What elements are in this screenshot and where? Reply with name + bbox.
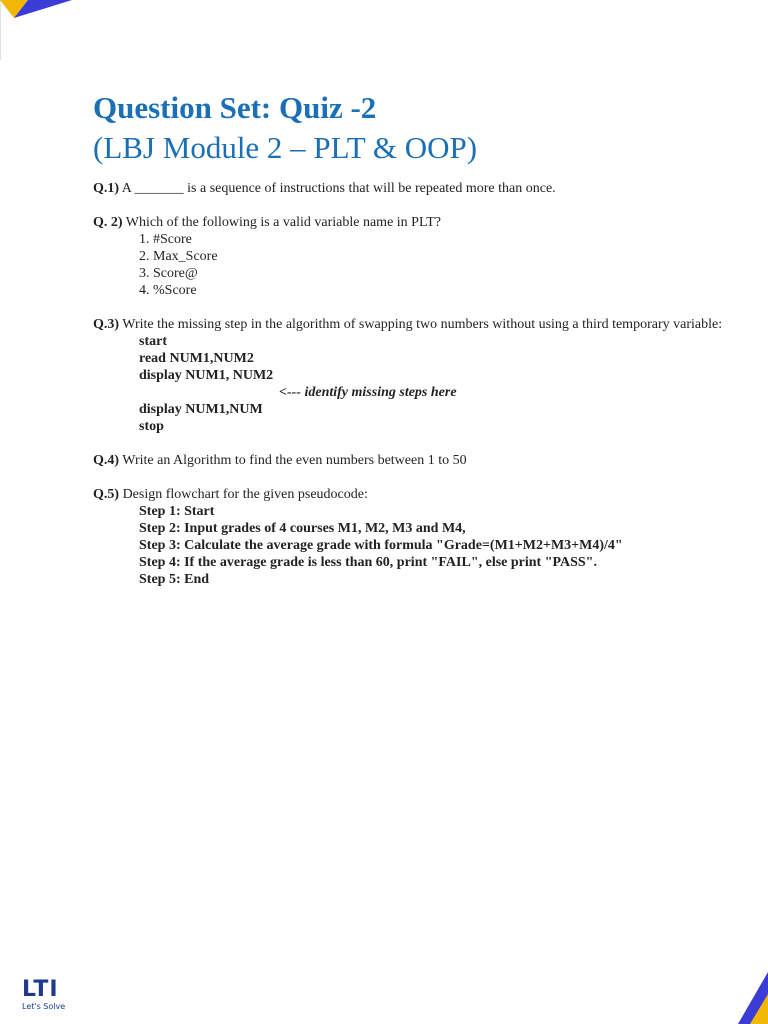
question-5 — [93, 486, 733, 588]
question-2-option: 3. Score@ — [139, 266, 198, 281]
lti-logo — [22, 978, 65, 1012]
question-5-pseudocode — [93, 503, 733, 588]
corner-decoration-top-left — [0, 0, 72, 20]
pseudocode-step: Step 5: End — [139, 572, 210, 587]
question-3 — [93, 316, 733, 435]
logo-mark: LTI — [22, 977, 59, 1002]
pseudocode-step: Step 3: Calculate the average grade with formula "Grade=(M1+M2+M3+M4)/4" — [139, 538, 623, 553]
question-2 — [93, 214, 733, 299]
corner-decoration-bottom-right — [738, 972, 768, 1024]
question-5-number: Q.5) — [93, 487, 120, 502]
question-1-post: is a sequence of instructions that will be repeated more than once. — [183, 181, 556, 196]
missing-step-arrow: <--- — [279, 385, 305, 400]
question-2-options — [93, 231, 733, 299]
question-4-text: Write an Algorithm to find the even numbers between 1 to 50 — [119, 453, 467, 468]
missing-step-note — [139, 384, 733, 401]
algorithm-step: stop — [139, 419, 164, 434]
algorithm-step: start — [139, 334, 167, 349]
question-4 — [93, 452, 733, 469]
question-2-option: 1. #Score — [139, 232, 192, 247]
question-2-option: 2. Max_Score — [139, 249, 218, 264]
question-3-text: Write the missing step in the algorithm of swapping two numbers without using a third temporary variable: — [119, 317, 723, 332]
pseudocode-step: Step 1: Start — [139, 504, 215, 519]
question-3-algorithm — [93, 333, 733, 435]
question-5-text: Design flowchart for the given pseudocode: — [119, 487, 368, 502]
question-1-number: Q.1) — [93, 181, 120, 196]
question-list — [93, 180, 733, 588]
question-2-number: Q. 2) — [93, 215, 123, 230]
question-4-number: Q.4) — [93, 453, 120, 468]
algorithm-step: read NUM1,NUM2 — [139, 351, 254, 366]
question-1 — [93, 180, 733, 197]
missing-step-text: identify missing steps here — [304, 385, 457, 400]
title-line-1: Question Set: Quiz -2 — [93, 90, 377, 125]
title-line-2: (LBJ Module 2 – PLT & OOP) — [93, 130, 478, 165]
pseudocode-step: Step 4: If the average grade is less than 60, print "FAIL", else print "PASS". — [139, 555, 597, 570]
pseudocode-step: Step 2: Input grades of 4 courses M1, M2, M3 and M4, — [139, 521, 466, 536]
algorithm-step: display NUM1,NUM — [139, 402, 263, 417]
question-2-option: 4. %Score — [139, 283, 197, 298]
logo-tagline: Let's Solve — [22, 1002, 66, 1011]
question-1-pre: A — [121, 181, 135, 196]
algorithm-step: display NUM1, NUM2 — [139, 368, 274, 383]
question-3-number: Q.3) — [93, 317, 120, 332]
page-title — [93, 88, 477, 168]
question-2-text: Which of the following is a valid variable name in PLT? — [122, 215, 441, 230]
question-1-blank: _______ — [134, 181, 184, 196]
